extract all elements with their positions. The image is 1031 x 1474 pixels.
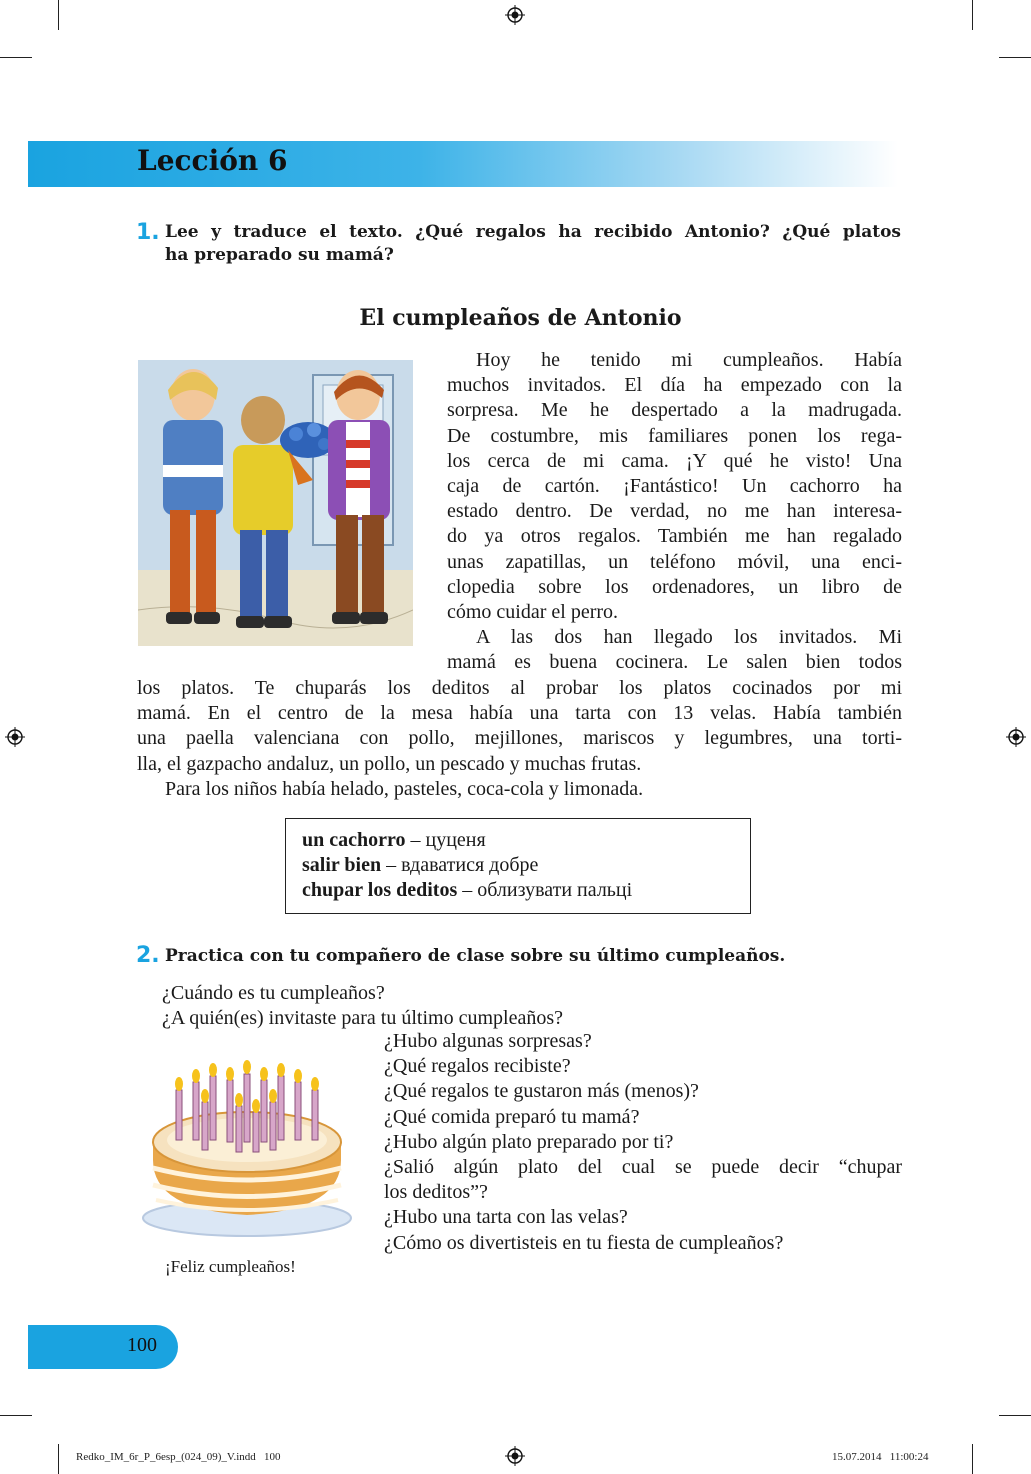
vocab-entry <box>302 853 734 878</box>
story-line: mamá. En el centro de la mesa había una tarta con 13 velas. Había también <box>137 702 902 725</box>
vocab-entry <box>302 828 734 853</box>
lesson-title: Lección 6 <box>137 144 288 177</box>
question: ¿Qué regalos recibiste? <box>384 1055 571 1078</box>
vocab-translation: – вдаватися добре <box>386 854 539 876</box>
story-line: unas zapatillas, un teléfono móvil, una enci- <box>447 550 902 573</box>
question: ¿Hubo algún plato preparado por ti? <box>384 1130 674 1153</box>
question: ¿Qué regalos te gustaron más (menos)? <box>384 1080 699 1103</box>
story-line: A las dos han llegado los invitados. Mi <box>476 626 902 649</box>
crop-mark <box>972 0 973 30</box>
instruction-line: ha preparado su mamá? <box>165 245 394 265</box>
crop-mark <box>58 1444 59 1474</box>
question: ¿Qué comida preparó tu mamá? <box>384 1105 640 1128</box>
question: ¿Hubo algunas sorpresas? <box>384 1030 592 1052</box>
question: ¿A quién(es) invitaste para tu último cumpleaños? <box>162 1007 563 1029</box>
page-number: 100 <box>127 1334 157 1356</box>
story-line: caja de cartón. ¡Fantástico! Un cachorro ha <box>447 474 902 497</box>
story-line: sorpresa. Me he despertado a la madrugada. <box>447 399 902 422</box>
registration-mark-icon <box>505 5 525 25</box>
vocab-translation: – облизувати пальці <box>462 879 633 901</box>
crop-mark <box>999 57 1031 58</box>
vocab-term: chupar los deditos <box>302 879 458 901</box>
registration-mark-icon <box>505 1446 525 1466</box>
footer-file-slug: Redko_IM_6r_P_6esp_(024_09)_V.indd 100 <box>76 1451 281 1463</box>
question: ¿Hubo una tarta con las velas? <box>384 1206 628 1229</box>
birthday-cake-illustration <box>138 1050 356 1240</box>
exercise-2-number: 2. <box>136 943 160 968</box>
crop-mark <box>0 1415 32 1416</box>
crop-mark <box>58 0 59 30</box>
vocab-entry <box>302 878 734 903</box>
cake-caption: ¡Feliz cumpleaños! <box>165 1257 296 1276</box>
vocab-translation: – цуценя <box>410 829 486 851</box>
birthday-kids-illustration <box>138 360 413 646</box>
story-line: los cerca de mi cama. ¡Y qué he visto! Una <box>447 449 902 472</box>
crop-mark <box>972 1444 973 1474</box>
exercise-2-instruction: Practica con tu compañero de clase sobre su último cumpleaños. <box>165 946 786 966</box>
story-paragraph-1 <box>447 348 902 675</box>
exercise-1-instruction <box>165 221 901 267</box>
story-line: clopedia sobre los ordenadores, un libro de <box>447 575 902 598</box>
question: los deditos”? <box>384 1181 488 1204</box>
story-line: Para los niños había helado, pasteles, coca-cola y limonada. <box>165 777 644 800</box>
exercise-1-number: 1. <box>136 220 160 245</box>
story-title: El cumpleaños de Antonio <box>359 305 682 331</box>
question: ¿Salió algún plato del cual se puede decir “chupar <box>384 1155 902 1178</box>
story-line: estado dentro. De verdad, no me han interesa- <box>447 500 902 523</box>
vocab-term: un cachorro <box>302 829 406 851</box>
story-line: mamá es buena cocinera. Le salen bien todos <box>447 651 902 674</box>
story-line: lla, el gazpacho andaluz, un pollo, un pescado y muchas frutas. <box>137 752 642 775</box>
instruction-line: Lee y traduce el texto. ¿Qué regalos ha recibido Antonio? ¿Qué platos <box>165 222 901 242</box>
story-line: una paella valenciana con pollo, mejillones, mariscos y legumbres, una torti- <box>137 727 902 750</box>
story-paragraph-2 <box>137 676 902 802</box>
footer-date-slug: 15.07.2014 11:00:24 <box>832 1451 929 1463</box>
story-line: do ya otros regalos. También me han regalado <box>447 525 902 548</box>
question: ¿Cómo os divertisteis en tu fiesta de cumpleaños? <box>384 1231 784 1254</box>
crop-mark <box>999 1415 1031 1416</box>
question: ¿Cuándo es tu cumpleaños? <box>162 982 385 1004</box>
registration-mark-icon <box>1006 727 1026 747</box>
story-line: Hoy he tenido mi cumpleaños. Había <box>476 349 902 371</box>
vocab-term: salir bien <box>302 854 382 876</box>
vocabulary-box <box>285 818 751 914</box>
story-line: cómo cuidar el perro. <box>447 600 619 623</box>
crop-mark <box>0 57 32 58</box>
questions-right <box>384 1029 902 1256</box>
story-line: muchos invitados. El día ha empezado con la <box>447 374 902 397</box>
registration-mark-icon <box>5 727 25 747</box>
story-line: De costumbre, mis familiares ponen los rega- <box>447 424 902 447</box>
story-line: los platos. Te chuparás los deditos al probar los platos cocinados por mi <box>137 677 902 699</box>
